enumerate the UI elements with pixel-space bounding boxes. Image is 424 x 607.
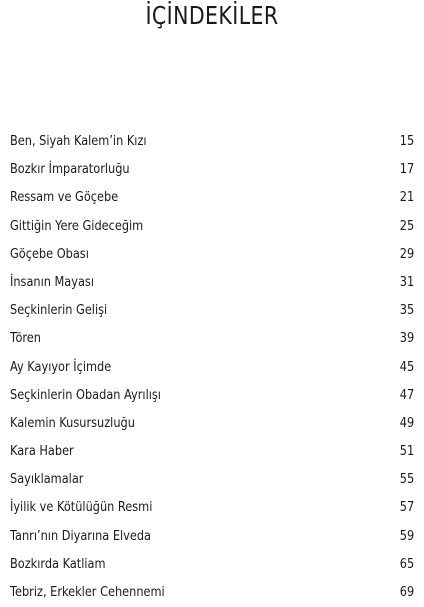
page-title: İÇİNDEKİLER [145, 1, 279, 30]
toc-entry-title: Kalemin Kusursuzluğu [10, 414, 135, 431]
table-of-contents [0, 128, 424, 607]
toc-entry-title: Seçkinlerin Gelişi [10, 302, 108, 319]
toc-entry-title: İyilik ve Kötülüğün Resmi [10, 499, 153, 516]
toc-entry [0, 156, 424, 184]
toc-entry [0, 128, 424, 156]
toc-entry-page-number: 49 [399, 414, 414, 431]
toc-entry-page-number: 17 [399, 161, 414, 178]
toc-entry-title: Ben, Siyah Kalem’in Kızı [10, 133, 147, 149]
toc-entry-page-number: 65 [399, 555, 414, 572]
toc-entry [0, 325, 424, 353]
toc-entry [0, 551, 424, 579]
toc-entry [0, 382, 424, 410]
toc-entry-title: Gittiğin Yere Gideceğim [10, 217, 144, 234]
toc-entry-title: Ay Kayıyor İçimde [10, 358, 112, 375]
toc-entry-title: İnsanın Mayası [10, 273, 94, 290]
toc-entry-page-number: 69 [399, 584, 414, 600]
toc-entry-title: Ressam ve Göçebe [10, 189, 119, 206]
toc-entry [0, 494, 424, 522]
toc-entry [0, 354, 424, 382]
toc-entry-title: Sayıklamalar [10, 471, 84, 488]
toc-entry-title: Tebriz, Erkekler Cehennemi [10, 584, 165, 600]
toc-entry [0, 184, 424, 212]
toc-entry-page-number: 15 [399, 133, 414, 149]
toc-entry [0, 241, 424, 269]
toc-entry-title: Tören [10, 330, 41, 347]
toc-entry-title: Bozkır İmparatorluğu [10, 161, 130, 178]
toc-entry [0, 438, 424, 466]
toc-entry-page-number: 45 [399, 358, 414, 375]
toc-entry-page-number: 57 [399, 499, 414, 516]
toc-entry-page-number: 29 [399, 245, 414, 262]
toc-entry [0, 297, 424, 325]
toc-entry-page-number: 39 [399, 330, 414, 347]
toc-entry [0, 269, 424, 297]
toc-entry-page-number: 25 [399, 217, 414, 234]
toc-entry-title: Kara Haber [10, 443, 74, 460]
toc-entry-page-number: 31 [399, 273, 414, 290]
toc-entry [0, 410, 424, 438]
toc-entry-title: Tanrı’nın Diyarına Elveda [10, 527, 151, 544]
toc-entry-page-number: 55 [399, 471, 414, 488]
toc-entry-title: Göçebe Obası [10, 245, 89, 262]
toc-entry [0, 579, 424, 607]
toc-entry-title: Seçkinlerin Obadan Ayrılışı [10, 386, 161, 403]
toc-entry-page-number: 47 [399, 386, 414, 403]
toc-entry [0, 213, 424, 241]
toc-entry-page-number: 51 [399, 443, 414, 460]
toc-entry [0, 466, 424, 494]
toc-entry-page-number: 21 [399, 189, 414, 206]
toc-entry-title: Bozkırda Katliam [10, 555, 106, 572]
toc-entry-page-number: 35 [399, 302, 414, 319]
toc-entry-page-number: 59 [399, 527, 414, 544]
toc-entry [0, 523, 424, 551]
